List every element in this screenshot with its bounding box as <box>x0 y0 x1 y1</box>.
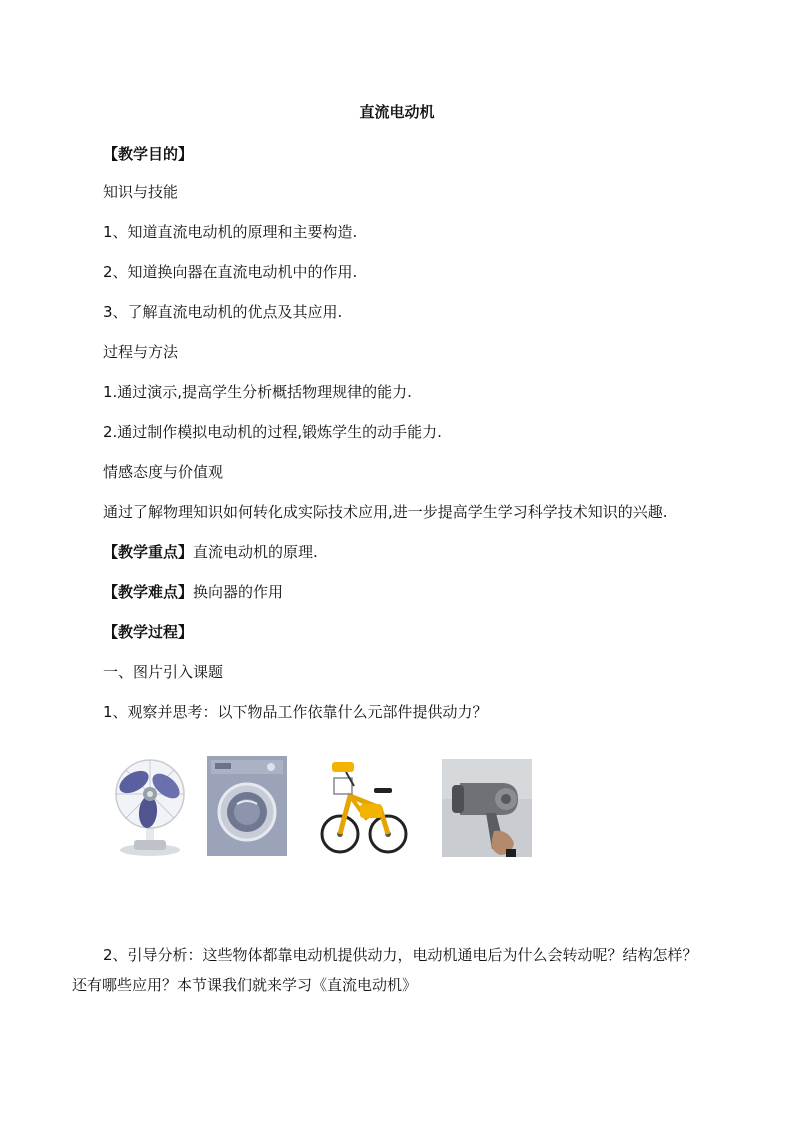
electric-fan-image <box>104 756 196 858</box>
hair-dryer-image <box>442 759 532 857</box>
knowledge-heading: 知识与技能 <box>103 183 179 201</box>
question: 1、观察并思考：以下物品工作依靠什么元部件提供动力？ <box>103 703 488 721</box>
knowledge-item-1: 1、知道直流电动机的原理和主要构造. <box>103 223 358 241</box>
knowledge-item-3: 3、了解直流电动机的优点及其应用. <box>103 303 343 321</box>
analysis-line-2: 还有哪些应用？本节课我们就来学习《直流电动机》 <box>72 976 418 994</box>
document-title: 直流电动机 <box>359 103 435 121</box>
knowledge-item-2: 2、知道换向器在直流电动机中的作用. <box>103 263 358 281</box>
difficulty-label: 【教学难点】 <box>103 583 194 601</box>
key-point <box>103 542 318 562</box>
key-point-label: 【教学重点】 <box>103 543 194 561</box>
process-item-1: 1.通过演示,提高学生分析概括物理规律的能力. <box>103 383 412 401</box>
key-point-text: 直流电动机的原理. <box>193 543 318 561</box>
electric-bicycle-image <box>320 756 408 858</box>
objectives-heading: 【教学目的】 <box>103 145 194 163</box>
process-heading: 过程与方法 <box>103 343 179 361</box>
difficulty-text: 换向器的作用 <box>193 583 284 601</box>
washing-machine-image <box>207 756 287 856</box>
difficulty <box>103 582 283 602</box>
step-one: 一、图片引入课题 <box>103 663 224 681</box>
analysis-paragraph <box>72 940 752 1000</box>
process-item-2: 2.通过制作模拟电动机的过程,锻炼学生的动手能力. <box>103 423 442 441</box>
emotion-text: 通过了解物理知识如何转化成实际技术应用,进一步提高学生学习科学技术知识的兴趣. <box>103 503 668 521</box>
process-label: 【教学过程】 <box>103 623 194 641</box>
analysis-line-1: 2、引导分析：这些物体都靠电动机提供动力，电动机通电后为什么会转动呢？结构怎样？ <box>103 946 698 964</box>
emotion-heading: 情感态度与价值观 <box>103 463 224 481</box>
